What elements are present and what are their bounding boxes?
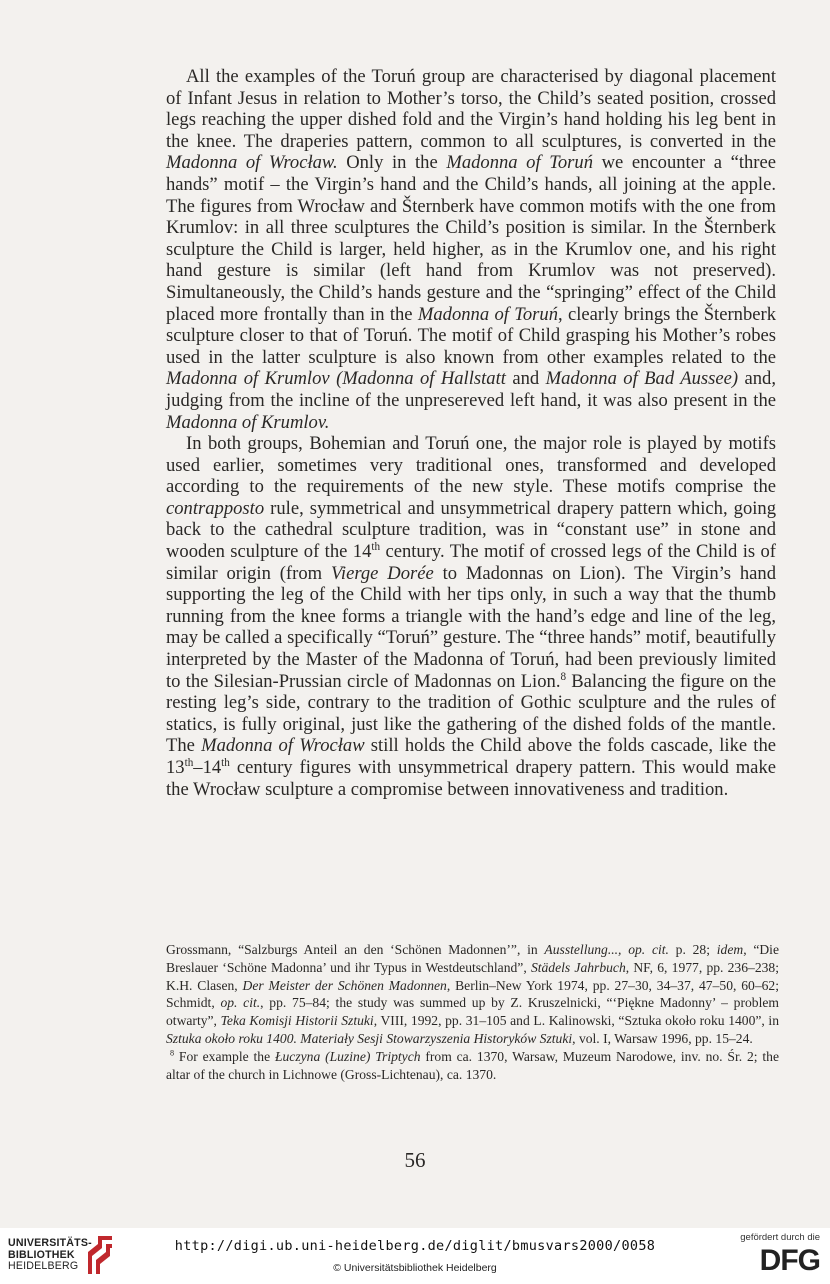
italic-text: Madonna of Toruń (417, 303, 558, 325)
text-run: still holds the Child above the folds cascade, like the 13 (166, 735, 777, 778)
italic-text: Sztuka około roku 1400. Materiały Sesji Stowarzyszenia Historyków Sztuki (166, 1030, 573, 1046)
text-run: and (505, 368, 546, 390)
library-name-line3: HEIDELBERG (8, 1260, 79, 1273)
text-run: rule, symmetrical and unsymmetrical drapery pattern which, going back to the cathedral sculpture tradition, was in “constant use” in stone and wooden sculpture of the 14 (166, 497, 776, 563)
italic-text: Madonna of Krumlov (Madonna of Hallstatt (166, 368, 506, 390)
paragraphs-paragraph (166, 66, 776, 433)
text-run: century figures with unsymmetrical drapery pattern. This would make the Wrocław sculpture a compromise between innovativeness and tradition. (166, 757, 776, 800)
body-text (166, 66, 776, 800)
funding-label: gefördert durch die (740, 1232, 820, 1243)
italic-text: op. cit. (220, 995, 261, 1011)
paragraphs-paragraph (166, 433, 776, 800)
footnotes-paragraph (166, 941, 779, 1048)
text-run: century. The motif of crossed legs of the Child is of similar origin (from (166, 541, 776, 584)
text-run: , clearly brings the Šternberk sculpture closer to that of Toruń. The motif of Child grasping his Mother’s robes used in the latter sculpture is also known from other examples related to the (166, 303, 776, 368)
text-run: Only in the (337, 152, 447, 174)
text-run: In both groups, Bohemian and Toruń one, the major role is played by motifs used earlier, sometimes very traditional ones, transformed and developed according to the requirements of the new style. These motifs comprise the (166, 433, 776, 498)
text-run: and, judging from the incline of the unpresereved left hand, it was also present in the (166, 368, 776, 411)
text-run: –14 (193, 757, 222, 778)
page-number: 56 (404, 1148, 426, 1172)
italic-text: Der Meister der Schönen Madonnen (242, 977, 447, 993)
text-run: to Madonnas on Lion). The Virgin’s hand supporting the leg of the Child with her tips only, in such a way that the thumb running from the knee forms a triangle with the hand’s edge and line of the leg, may be called a specifically “Toruń” gesture. The “three hands” motif, beautifully interpreted by the Master of the Madonna of Toruń, had been previously limited to the Silesian-Prussian circle of Madonnas on Lion. (166, 562, 777, 692)
text-run: , pp. 75–84; the study was summed up by Z. Kruszelnicki, “‘Piękne Madonny’ – problem otwarty”, (166, 995, 779, 1029)
italic-text: Teka Komisji Historii Sztuki (220, 1013, 374, 1029)
text-run: Grossmann, “Salzburgs Anteil an den ‘Schönen Madonnen’”, in (166, 942, 545, 957)
text-run: , VIII, 1992, pp. 31–105 and L. Kalinowski, “Sztuka około roku 1400”, in (373, 1013, 780, 1029)
italic-text: Madonna of Wrocław. (166, 152, 338, 174)
italic-text: Madonna of Krumlov. (166, 411, 330, 433)
text-run: Balancing the figure on the resting leg’s side, contrary to the tradition of Gothic sculpture and the rules of statics, is fully original, just like the gathering of the dished folds of the mantle. The (166, 670, 776, 757)
text-run: All the examples of the Toruń group are characterised by diagonal placement of Infant Jesus in relation to Mother’s torso, the Child’s seated position, crossed legs reaching the upper dished fold and the Virgin’s hand holding his leg bent in the knee. The draperies pattern, common to all sculptures, is converted in the (166, 66, 776, 152)
text-run: , “Die Breslauer ‘Schöne Madonna’ und ihr Typus in Westdeutschland”, (166, 942, 779, 975)
text-run: , Berlin–New York 1974, pp. 27–30, 34–37, 47–50, 60–62; Schmidt, (166, 977, 779, 1011)
library-name-line2: BIBLIOTHEK (8, 1248, 75, 1261)
text-run: we encounter a “three hands” motif – the Virgin’s hand and the Child’s hands, all joining at the apple. The figures from Wrocław and Šternberk have common motifs with the one from Krumlov: in all three sculptures the Child’s position is similar. In the Šternberk sculpture the Child is larger, held higher, as in the Krumlov one, and his right hand gesture is similar (left hand from Krumlov was not preserved). Simultaneously, the Child’s hands gesture and the “springing” effect of the Child placed more frontally than in the (166, 152, 776, 325)
text-run: , NF, 6, 1977, pp. 236–238; K.H. Clasen, (166, 959, 779, 993)
superscript: 8 (560, 670, 567, 683)
italic-text: Madonna of Toruń (446, 152, 593, 174)
italic-text: Madonna of Bad Aussee) (545, 368, 739, 390)
footnotes-paragraph (166, 1048, 779, 1084)
superscript: th (221, 756, 230, 769)
italic-text: idem (716, 942, 744, 957)
text-run: from ca. 1370, Warsaw, Muzeum Narodowe, inv. no. Śr. 2; the altar of the church in Lichnowe (Gross-Lichtenau), ca. 1370. (166, 1048, 779, 1082)
italic-text: Łuczyna (Luzine) Triptych (274, 1048, 421, 1064)
footnotes (166, 941, 779, 1083)
text-run: , vol. I, Warsaw 1996, pp. 15–24. (572, 1030, 753, 1046)
copyright-notice: © Universitätsbibliothek Heidelberg (333, 1262, 497, 1274)
text-run: For example the (174, 1048, 275, 1064)
italic-text: Madonna of Wrocław (201, 735, 365, 757)
library-name-line1: UNIVERSITÄTS- (8, 1237, 92, 1249)
dfg-logo[interactable]: DFG (759, 1244, 820, 1277)
superscript: 8 (170, 1048, 175, 1058)
permalink-url[interactable]: http://digi.ub.uni-heidelberg.de/diglit/bmusvars2000/0058 (174, 1238, 656, 1254)
italic-text: Städels Jahrbuch (530, 959, 626, 975)
italic-text: contrapposto (166, 497, 265, 519)
superscript: th (371, 540, 381, 553)
italic-text: Ausstellung..., op. cit. (544, 942, 669, 957)
text-run: p. 28; (668, 942, 717, 957)
superscript: th (184, 756, 194, 769)
footer-bar (0, 1228, 830, 1284)
italic-text: Vierge Dorée (330, 562, 434, 584)
